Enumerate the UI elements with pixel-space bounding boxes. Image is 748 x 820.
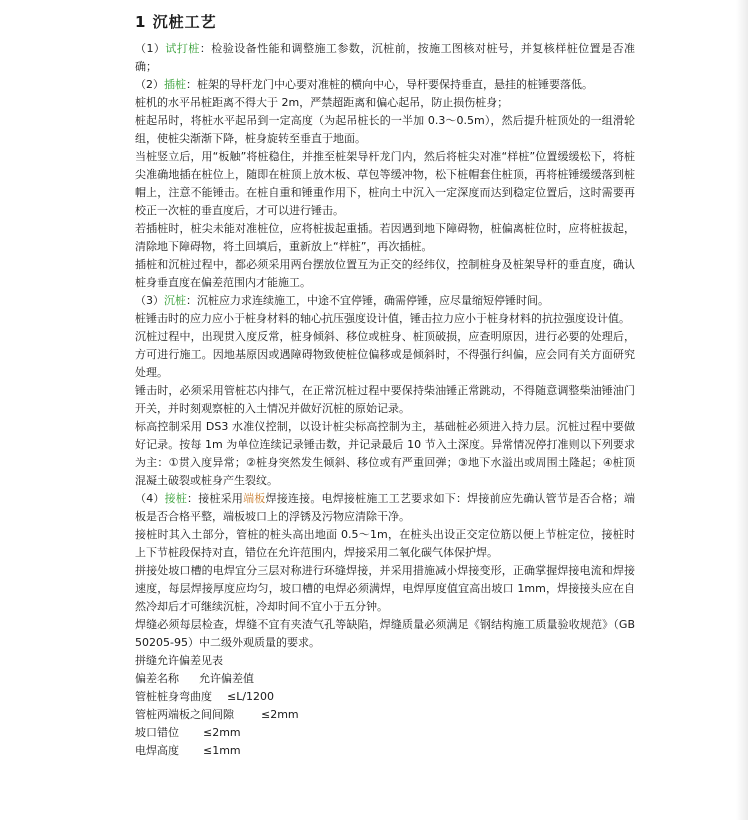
para-4a: 接桩时其入土部分，管桩的桩头高出地面 0.5～1m，在桩头出设正交定位筋以便上节桩定位，接桩时上下节桩段保持对直，错位在允许范围内，焊接采用二氧化碳气体保护焊。 (135, 528, 635, 559)
keyword-test-pile: 试打桩 (165, 42, 200, 55)
para-3d: 标高控制采用 DS3 水准仪控制，以设计桩尖标高控制为主，基础桩必须进入持力层。沉桩过程中要做好记录。按每 1m 为单位连续记录锤击数，并记录最后 10 节入土深度。异常情况停打准则以下列要求为主：①贯入度异常；②桩身突然发生倾斜、移位或有严重回弹；③地下水溢出或周围土隆起；④桩顶混凝土破裂或桩身产生裂纹。 (135, 420, 635, 487)
table-row (135, 706, 635, 724)
section-title: 1 沉桩工艺 (135, 13, 217, 31)
para-4b: 拼接处坡口槽的电焊宜分三层对称进行环缝焊接，并采用措施减小焊接变形，正确掌握焊接电流和焊接速度，每层焊接厚度应均匀，坡口槽的电焊必须满焊，电焊厚度值宜高出坡口 1mm，焊接接头应在自然冷却后才可继续沉桩，冷却时间不宜小于五分钟。 (135, 564, 635, 613)
para-2b: 桩起吊时，将桩水平起吊到一定高度（为起吊桩长的一半加 0.3～0.5m），然后提升桩顶处的一组滑轮组，使桩尖渐渐下降，桩身旋转至垂直于地面。 (135, 114, 635, 145)
para-2d: 若插桩时，桩尖未能对准桩位，应将桩拔起重插。若因遇到地下障碍物，桩偏离桩位时，应将桩拔起，清除地下障碍物，将土回填后，重新放上“样桩”，再次插桩。 (135, 222, 635, 253)
table-caption: 拼缝允许偏差见表 (135, 654, 223, 667)
row-value: ≤2mm (203, 726, 241, 739)
row-name: 坡口错位 (135, 726, 179, 739)
para-test-pile: （1）试打桩：检验设备性能和调整施工参数，沉桩前，按施工图核对桩号，并复核样桩位置是否准确； (135, 42, 636, 73)
document-content (135, 10, 635, 760)
keyword-joint-pile: 接桩 (164, 492, 188, 505)
page-edge-shadow (736, 0, 748, 820)
para-2e: 插桩和沉桩过程中，都必须采用两台摆放位置互为正交的经纬仪，控制桩身及桩架导杆的垂直度，确认桩身垂直度在偏差范围内才能施工。 (135, 258, 635, 289)
para-4c: 焊缝必须每层检查，焊缝不宜有夹渣气孔等缺陷，焊缝质量必须满足《钢结构施工质量验收规范》（GB50205-95）中二级外观质量的要求。 (135, 618, 635, 649)
para-3a: 桩锤击时的应力应小于桩身材料的轴心抗压强度设计值，锤击拉力应小于桩身材料的抗拉强度设计值。 (135, 312, 630, 325)
para-3b: 沉桩过程中，出现贯入度反常，桩身倾斜、移位或桩身、桩顶破损，应查明原因，进行必要的处理后，方可进行施工。因地基原因或遇障碍物致使桩位偏移或是倾斜时，不得强行纠偏，应会同有关方面研究处理。 (135, 330, 635, 379)
row-value: ≤1mm (203, 744, 241, 757)
keyword-insert-pile: 插桩 (164, 78, 186, 91)
row-value: ≤2mm (261, 708, 299, 721)
tolerance-table (135, 652, 635, 760)
table-row (135, 724, 635, 742)
para-2c: 当桩竖立后，用“板触”将桩稳住，并推至桩架导杆龙门内，然后将桩尖对准“样桩”位置缓缓松下，将桩尖准确地插在桩位上，随即在桩顶上放木板、草包等缓冲物，松下桩帽套住桩顶，再将桩锤缓缓落到桩帽上，注意不能锤击。在桩自重和锤重作用下，桩向土中沉入一定深度而达到稳定位置后，这时需要再校正一次桩的垂直度后，才可以进行锤击。 (135, 150, 635, 217)
para-sink-pile: （3）沉桩：沉桩应力求连续施工，中途不宜停锤，确需停锤，应尽量缩短停锤时间。 (135, 294, 549, 307)
header-value: 允许偏差值 (199, 672, 254, 685)
keyword-end-plate: 端板 (243, 492, 266, 505)
header-name: 偏差名称 (135, 672, 179, 685)
table-row (135, 688, 635, 706)
table-header (135, 670, 635, 688)
row-name: 电焊高度 (135, 744, 179, 757)
para-2a: 桩机的水平吊桩距离不得大于 2m，严禁超距离和偏心起吊，防止损伤桩身； (135, 96, 509, 109)
para-insert-pile: （2）插桩：桩架的导杆龙门中心要对准桩的横向中心，导杆要保持垂直，悬挂的桩锤要落低。 (135, 78, 593, 91)
para-3c: 锤击时，必须采用管桩芯内排气，在正常沉桩过程中要保持柴油锤正常跳动，不得随意调整柴油锤油门开关，并时刻观察桩的入土情况并做好沉桩的原始记录。 (135, 384, 635, 415)
para-joint-pile: （4）接桩：接桩采用端板焊接连接。电焊接桩施工工艺要求如下：焊接前应先确认管节是否合格；端板是否合格平整，端板坡口上的浮锈及污物应清除干净。 (135, 492, 636, 523)
row-name: 管桩两端板之间间隙 (135, 708, 234, 721)
table-row (135, 742, 635, 760)
keyword-sink-pile: 沉桩 (164, 294, 186, 307)
row-value: ≤L/1200 (227, 690, 275, 703)
row-name: 管桩桩身弯曲度 (135, 690, 212, 703)
